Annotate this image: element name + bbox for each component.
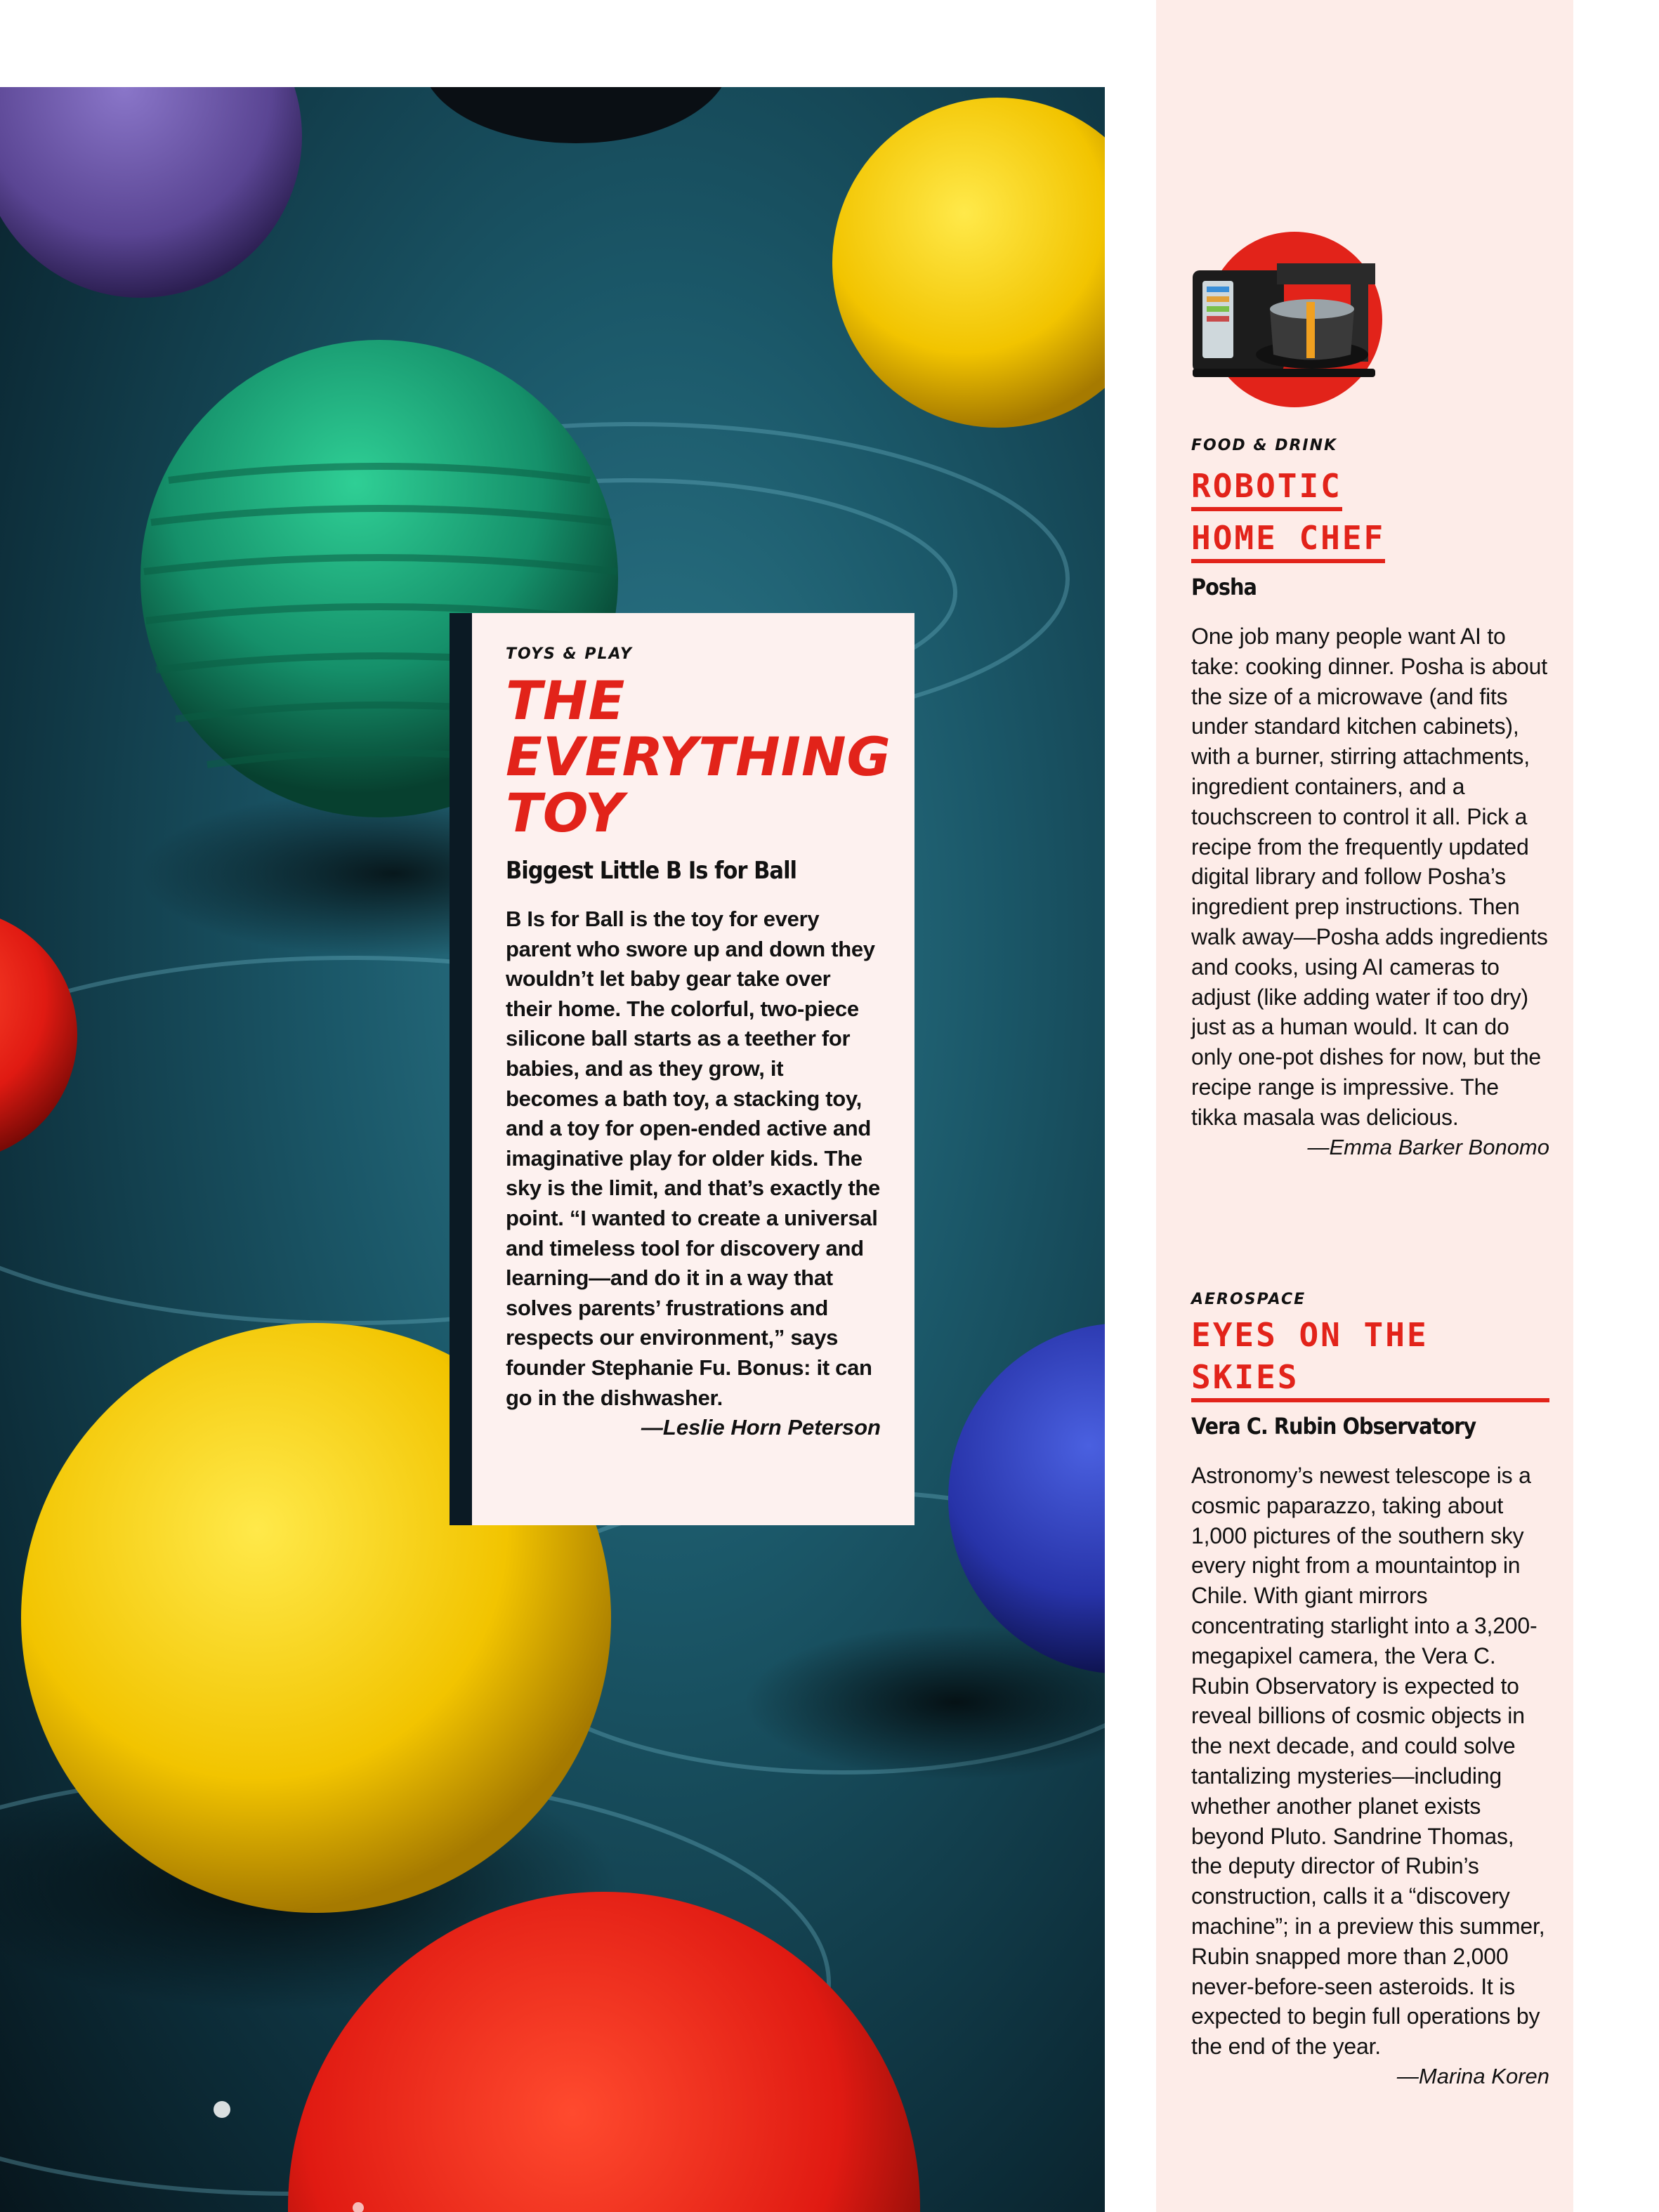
- skies-title: [1191, 1314, 1549, 1403]
- skies-byline: —Marina Koren: [1396, 2063, 1549, 2088]
- chef-kicker: FOOD & DRINK: [1191, 437, 1338, 454]
- feature-title: [506, 669, 891, 844]
- skies-article: [1191, 1291, 1549, 2091]
- skies-kicker: AEROSPACE: [1191, 1291, 1306, 1308]
- feature-title-line: EVERYTHING: [506, 725, 891, 788]
- feature-kicker: TOYS & PLAY: [506, 645, 633, 663]
- chef-subtitle: Posha: [1191, 574, 1257, 600]
- feature-card: [450, 613, 914, 1525]
- feature-byline: —Leslie Horn Peterson: [641, 1415, 881, 1440]
- chef-title-line: ROBOTIC: [1191, 465, 1342, 511]
- chef-body: One job many people want AI to take: cooking dinner. Posha is about the size of a microwave (and fits under standard kitchen cabinets), with a burner, stirring attachments, ingredient containers, and a touchscreen to control it all. Pick a recipe from the frequently updated digital library and follow Posha’s ingredient prep instructions. Then walk away—Posha adds ingredients and cooks, using AI cameras to adjust (like adding water if too dry) just as a human would. It can do only one-pot dishes for now, but the recipe range is impressive. The tikka masala was delicious.: [1191, 624, 1548, 1130]
- skies-body: Astronomy’s newest telescope is a cosmic paparazzo, taking about 1,000 pictures of the southern sky every night from a mountaintop in Chile. With giant mirrors concentrating starlight into a 3,200-megapixel camera, the Vera C. Rubin Observatory is expected to reveal billions of cosmic objects in the next decade, and could solve tantalizing mysteries—including whether another planet exists beyond Pluto. Sandrine Thomas, the deputy director of Rubin’s construction, calls it a “discovery machine”; in a preview this summer, Rubin snapped more than 2,000 never-before-seen asteroids. It is expected to begin full operations by the end of the year.: [1191, 1463, 1545, 2060]
- feature-subtitle: Biggest Little B Is for Ball: [506, 857, 797, 885]
- robot-chef-image: [1172, 225, 1382, 407]
- skies-title-line: EYES ON THE SKIES: [1191, 1314, 1549, 1402]
- feature-body: B Is for Ball is the toy for every parent who swore up and down they wouldn’t let baby gear take over their home. The colorful, two-piece silicone ball starts as a teether for babies, and as they grow, it becomes a bath toy, a stacking toy, and a toy for open-ended active and imaginative play for older kids. The sky is the limit, and that’s exactly the point. “I wanted to create a universal and timeless tool for discovery and learning—and do it in a way that solves parents’ frustrations and respects our environment,” says founder Stephanie Fu. Bonus: it can go in the dishwasher.: [506, 907, 880, 1410]
- sidebar-column: [1156, 0, 1573, 2212]
- chef-byline: —Emma Barker Bonomo: [1307, 1134, 1549, 1159]
- feature-title-line: THE: [506, 669, 626, 732]
- skies-subtitle: Vera C. Rubin Observatory: [1191, 1413, 1476, 1440]
- chef-article: [1191, 437, 1549, 1162]
- feature-card-inner: [472, 613, 914, 1525]
- feature-title-line: TOY: [506, 782, 624, 844]
- chef-title: [1191, 460, 1549, 564]
- chef-title-line: HOME CHEF: [1191, 517, 1385, 563]
